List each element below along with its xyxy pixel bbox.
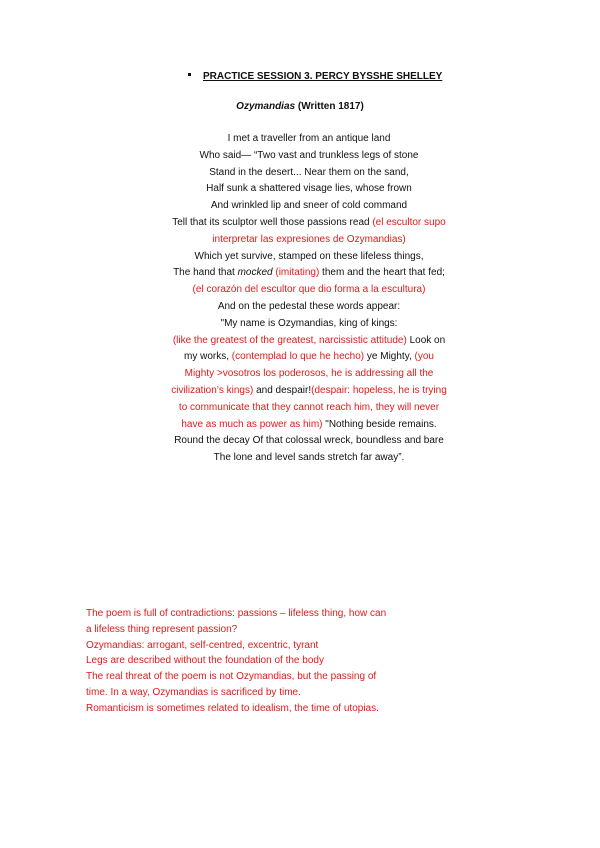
poem-line: Half sunk a shattered visage lies, whose frown	[206, 183, 412, 195]
poem-line-with-note	[170, 265, 448, 299]
poem-line: Which yet survive, stamped on these lifeless things,	[194, 250, 424, 262]
poem-line: Stand in the desert... Near them on the sand,	[209, 166, 409, 178]
note-line: time. In a way, Ozymandias is sacrificed by time.	[86, 686, 301, 698]
poem-text: Look on my works,	[184, 334, 446, 363]
poem-text: ye Mighty,	[364, 351, 412, 363]
poem-text: "Nothing beside remains. Round the decay Of that colossal wreck, boundless and bare The lone and level sands stretch far away”.	[174, 418, 444, 464]
poem-title-name: Ozymandias	[236, 101, 296, 112]
annotation-note: (imitating)	[272, 267, 320, 279]
poem-line: Who said— “Two vast and trunkless legs of stone	[199, 149, 419, 161]
note-line: The poem is full of contradictions: passions – lifeless thing, how can	[86, 608, 387, 619]
heading-text: PRACTICE SESSION 3. PERCY BYSSHE SHELLEY	[203, 71, 443, 82]
poem-text: Tell that its sculptor well those passions read	[172, 216, 370, 228]
annotation-note: (you Mighty >vosotros los poderosos, he is addressing all the civilization’s kings)	[171, 351, 434, 396]
annotation-note: (el corazón del escultor que dio forma a la escultura)	[192, 284, 426, 296]
poem-line-with-note	[170, 215, 448, 249]
poem-text: The hand that	[173, 267, 238, 279]
annotation-note: (contemplad lo que he hecho)	[229, 351, 365, 363]
poem-title-date: (Written 1817)	[295, 101, 364, 112]
poem-line: And on the pedestal these words appear:	[217, 300, 401, 312]
poem-title	[0, 101, 600, 112]
annotation-note: (despair: hopeless, he is trying to communicate that they cannot reach him, they will never have as much as power as him)	[178, 384, 447, 430]
bullet-icon	[188, 73, 191, 76]
poem-line: "My name is Ozymandias, king of kings:	[220, 317, 398, 329]
poem-line: I met a traveller from an antique land	[227, 133, 391, 144]
note-line: a lifeless thing represent passion?	[86, 623, 238, 635]
section-heading	[188, 71, 442, 82]
annotation-note: (el escultor supo interpretar las expresiones de Ozymandias)	[212, 216, 446, 245]
note-line: Legs are described without the foundation of the body	[86, 655, 324, 667]
poem-text-italic: mocked	[237, 267, 273, 279]
poem-line: And wrinkled lip and sneer of cold command	[210, 200, 408, 212]
poem-body	[170, 131, 448, 467]
note-line: Romanticism is sometimes related to idealism, the time of utopias.	[86, 702, 379, 714]
poem-text: them and the heart that fed;	[319, 267, 445, 279]
commentary-notes	[86, 606, 426, 717]
annotation-note: (like the greatest of the greatest, narcissistic attitude)	[172, 334, 407, 346]
poem-line-with-note	[170, 333, 448, 467]
poem-text: and despair!	[253, 384, 312, 396]
note-line: The real threat of the poem is not Ozymandias, but the passing of	[86, 671, 377, 683]
note-line: Ozymandias: arrogant, self-centred, excentric, tyrant	[86, 639, 319, 651]
